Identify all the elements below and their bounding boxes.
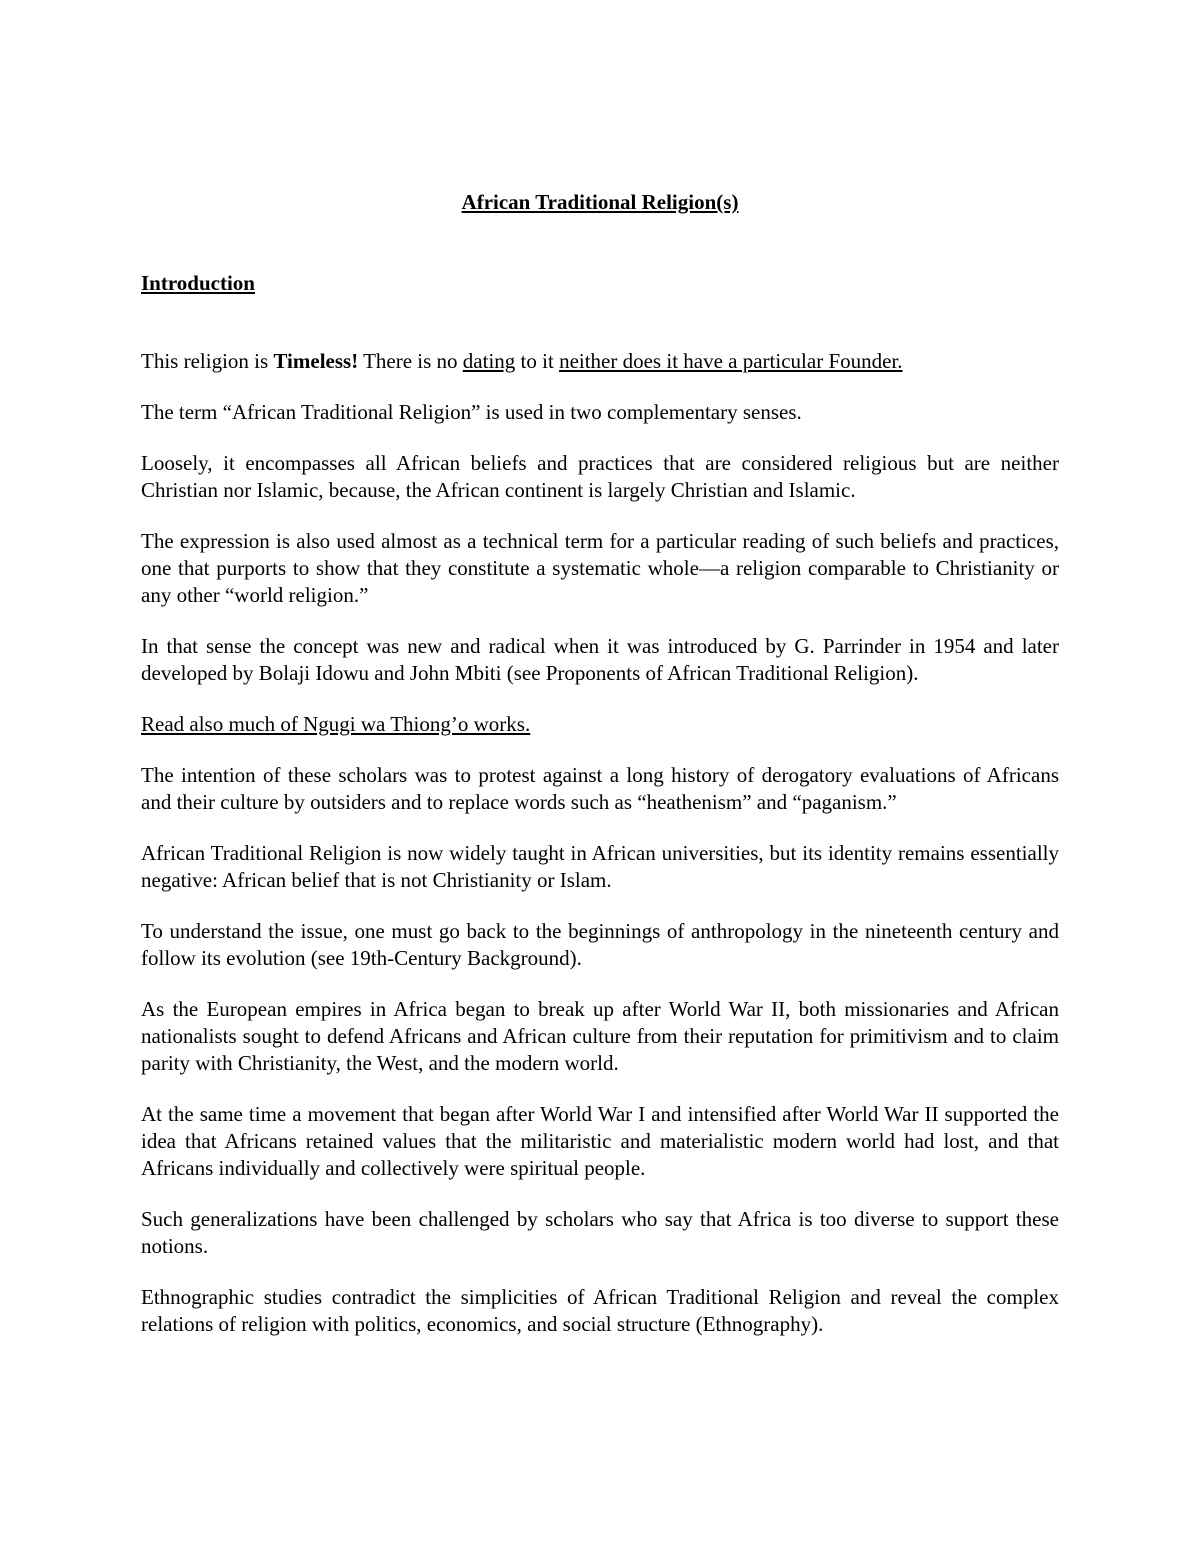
document-title: African Traditional Religion(s) bbox=[461, 190, 739, 214]
intro-text-2: There is no bbox=[358, 349, 463, 373]
read-also-text: Read also much of Ngugi wa Thiong’o works. bbox=[141, 712, 531, 736]
intro-underline-founder: neither does it have a particular Founder. bbox=[559, 349, 903, 373]
intro-underline-dating: dating bbox=[462, 349, 516, 373]
paragraph-intention: The intention of these scholars was to protest against a long history of derogatory evaluations of Africans and their culture by outsiders and to replace words such as “heathenism” and “paganism.” bbox=[141, 763, 1059, 814]
paragraph-generalizations: Such generalizations have been challenged by scholars who say that Africa is too diverse to support these notions. bbox=[141, 1207, 1059, 1258]
paragraph-expression: The expression is also used almost as a technical term for a particular reading of such beliefs and practices, one that purports to show that they constitute a systematic whole—a religion comparable to Christianity or any other “world religion.” bbox=[141, 529, 1059, 607]
paragraph-term: The term “African Traditional Religion” is used in two complementary senses. bbox=[141, 400, 802, 424]
paragraph-anthropology: To understand the issue, one must go back to the beginnings of anthropology in the nineteenth century and follow its evolution (see 19th-Century Background). bbox=[141, 919, 1059, 970]
intro-bold-timeless: Timeless! bbox=[273, 349, 359, 373]
read-also-note bbox=[141, 711, 1059, 738]
paragraph-movement: At the same time a movement that began after World War I and intensified after World War II supported the idea that Africans retained values that the militaristic and materialistic modern world had lost, and that Africans individually and collectively were spiritual people. bbox=[141, 1102, 1059, 1180]
intro-text-3: to it bbox=[515, 349, 560, 373]
paragraph-universities: African Traditional Religion is now widely taught in African universities, but its identity remains essentially negative: African belief that is not Christianity or Islam. bbox=[141, 841, 1059, 892]
paragraph-ethnographic: Ethnographic studies contradict the simplicities of African Traditional Religion and reveal the complex relations of religion with politics, economics, and social structure (Ethnography). bbox=[141, 1285, 1059, 1336]
document-page bbox=[141, 189, 1059, 1362]
intro-line bbox=[141, 348, 1059, 375]
paragraph-loosely: Loosely, it encompasses all African beliefs and practices that are considered religious but are neither Christian nor Islamic, because, the African continent is largely Christian and Islamic. bbox=[141, 451, 1059, 502]
paragraph-empires: As the European empires in Africa began to break up after World War II, both missionaries and African nationalists sought to defend Africans and African culture from their reputation for primitivism and to claim parity with Christianity, the West, and the modern world. bbox=[141, 997, 1059, 1075]
section-heading: Introduction bbox=[141, 271, 255, 295]
intro-text-1: This religion is bbox=[141, 349, 274, 373]
paragraph-sense: In that sense the concept was new and radical when it was introduced by G. Parrinder in 1954 and later developed by Bolaji Idowu and John Mbiti (see Proponents of African Traditional Religion). bbox=[141, 634, 1059, 685]
